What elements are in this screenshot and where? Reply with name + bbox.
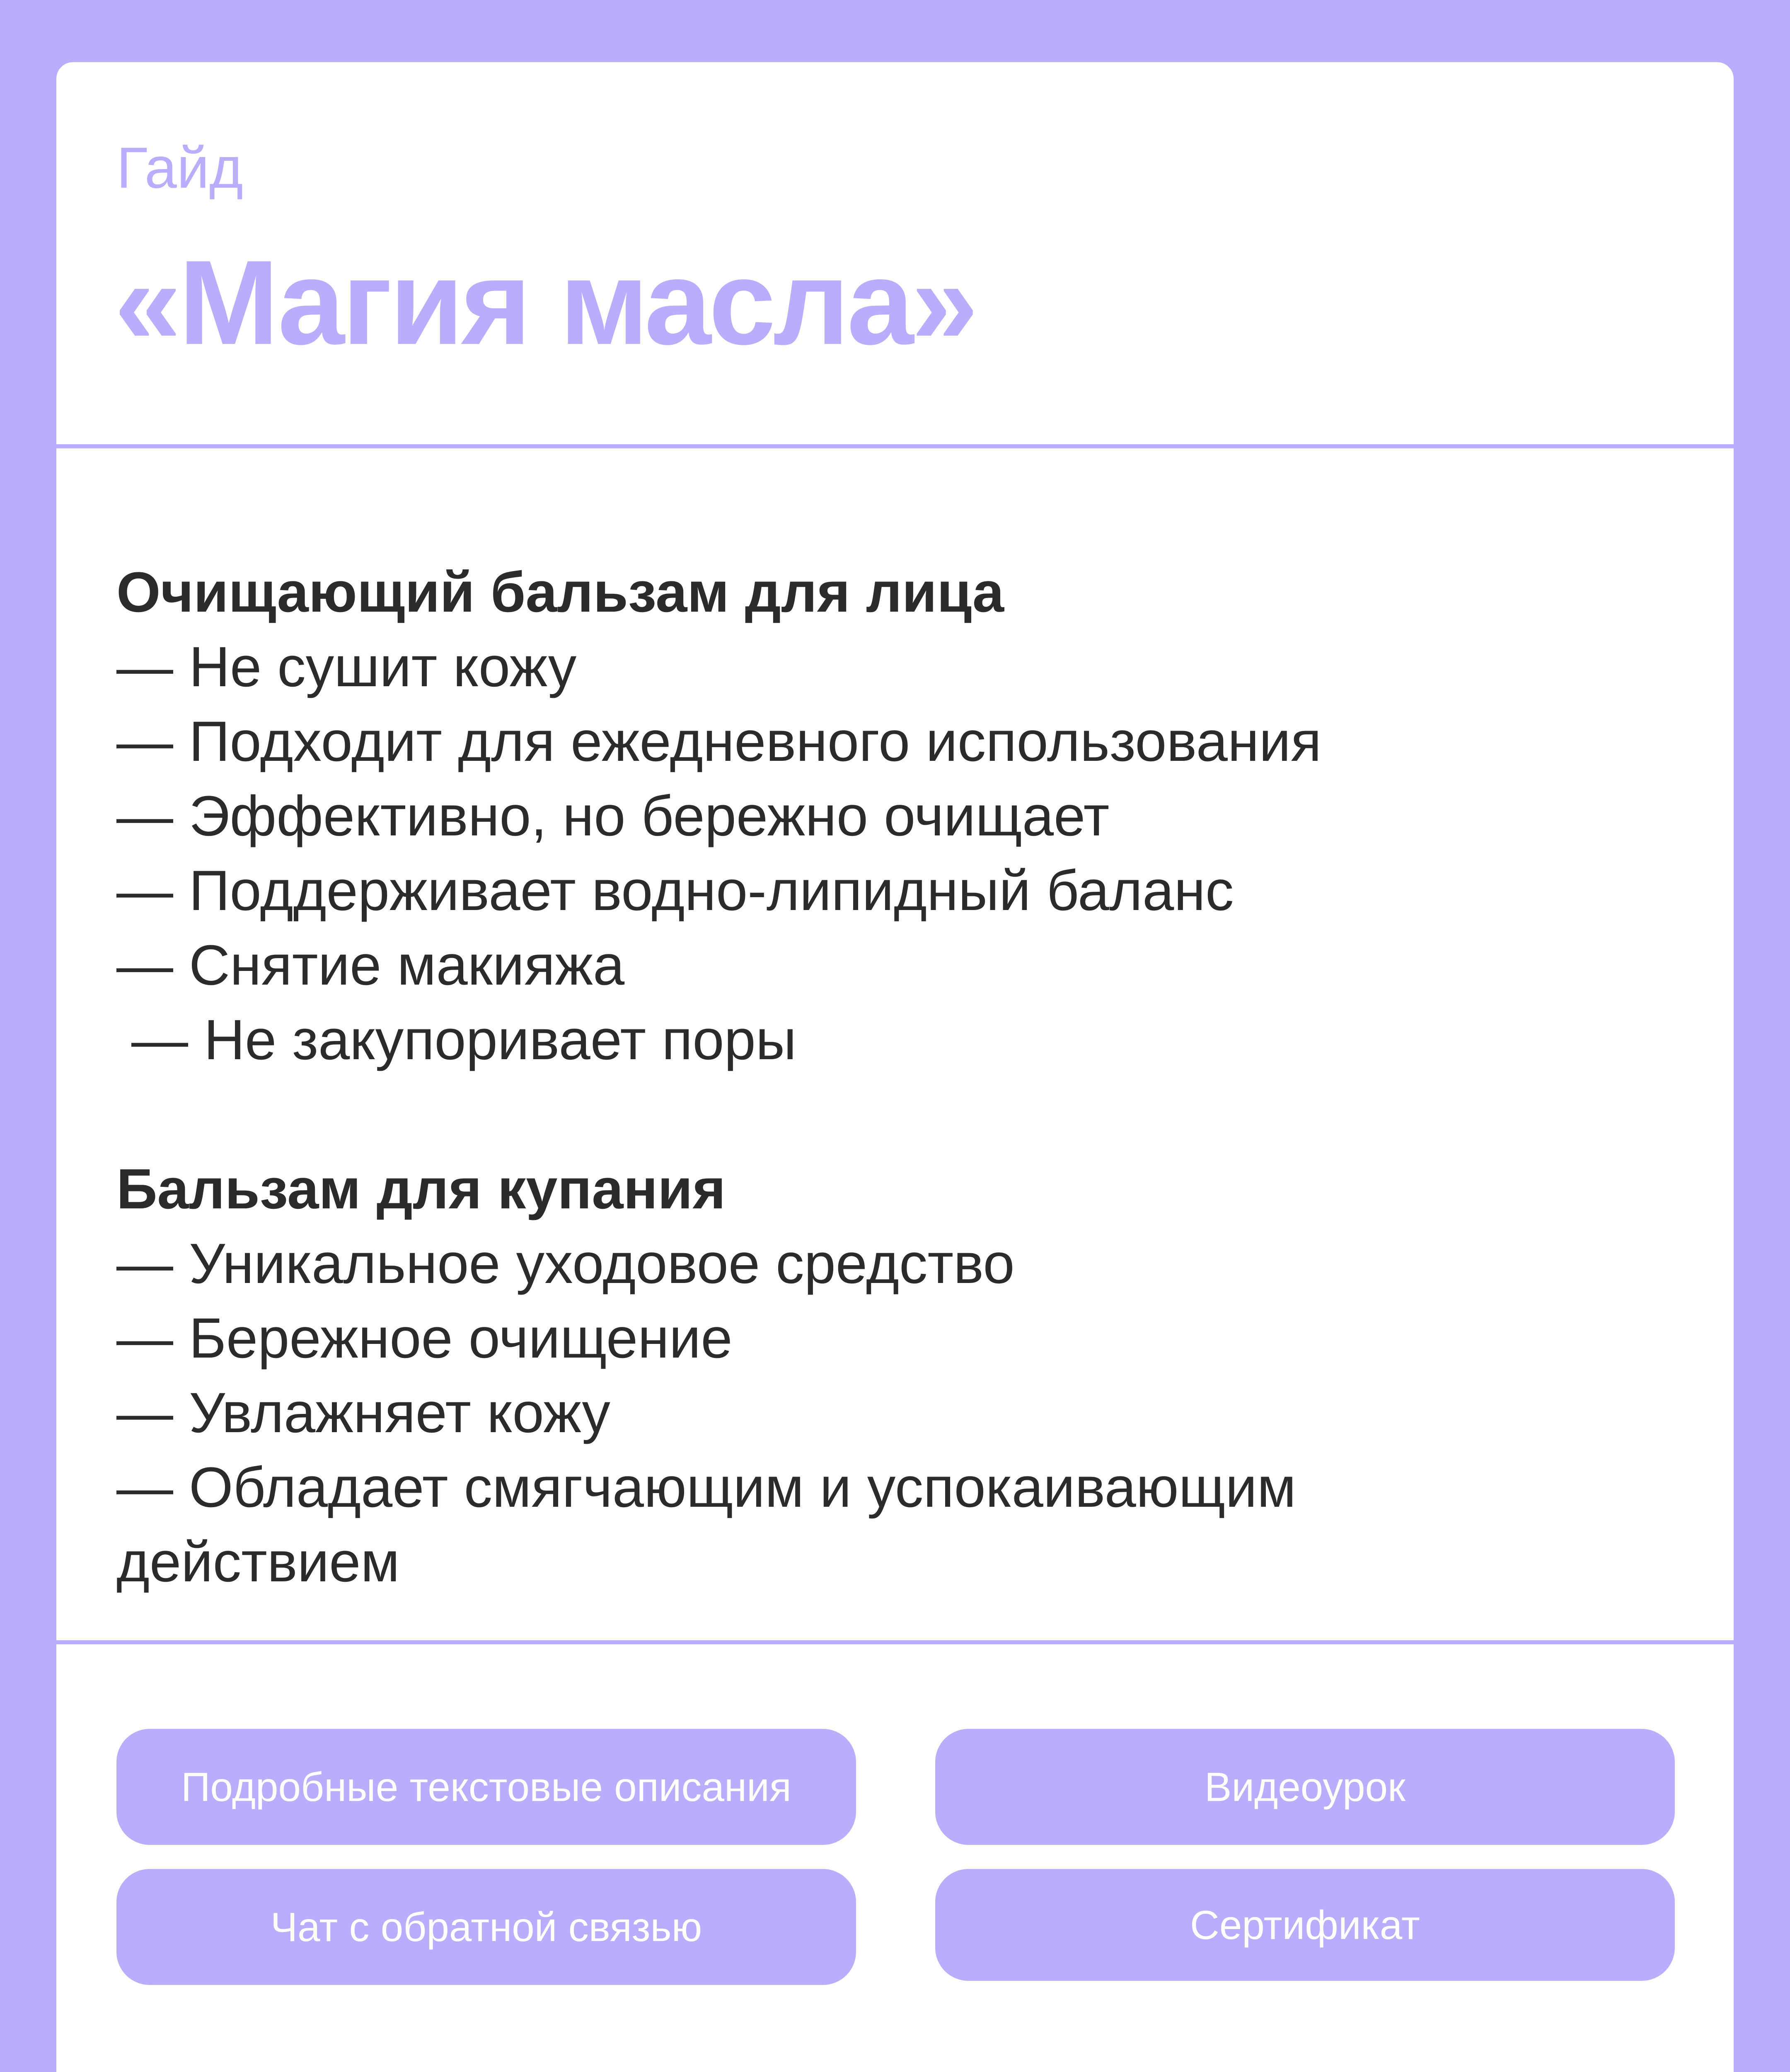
list-item: — Снятие макияжа <box>116 934 625 997</box>
certificate-button[interactable]: Сертификат <box>935 1869 1675 1981</box>
feature-buttons <box>116 1729 1674 1986</box>
list-item: — Поддерживает водно-липидный баланс <box>116 859 1234 922</box>
list-item: — Увлажняет кожу <box>116 1381 610 1445</box>
section-title-bath-balm: Бальзам для купания <box>116 1157 726 1221</box>
card-header <box>56 62 1734 443</box>
text-descriptions-button[interactable]: Подробные текстовые описания <box>116 1729 856 1845</box>
list-item: — Не закупоривает поры <box>131 1008 797 1072</box>
list-item: — Эффективно, но бережно очищает <box>116 784 1110 848</box>
section-title-face-balm: Очищающий бальзам для лица <box>116 561 1004 624</box>
guide-title: «Магия масла» <box>114 235 976 370</box>
guide-content <box>116 555 1683 1600</box>
list-item: — Обладает смягчающим и успокаивающим действием <box>116 1456 1297 1594</box>
video-lesson-button[interactable]: Видеоурок <box>935 1729 1675 1845</box>
header-divider <box>56 444 1734 448</box>
guide-label: Гайд <box>116 135 243 200</box>
list-item: — Не сушит кожу <box>116 635 577 699</box>
list-item: — Подходит для ежедневного использования <box>116 710 1322 773</box>
list-item: — Бережное очищение <box>116 1307 733 1370</box>
section-spacer <box>116 1077 1683 1152</box>
content-divider <box>56 1640 1734 1644</box>
feedback-chat-button[interactable]: Чат с обратной связью <box>116 1869 856 1985</box>
guide-card <box>56 62 1734 2072</box>
list-item: — Уникальное уходовое средство <box>116 1232 1015 1295</box>
